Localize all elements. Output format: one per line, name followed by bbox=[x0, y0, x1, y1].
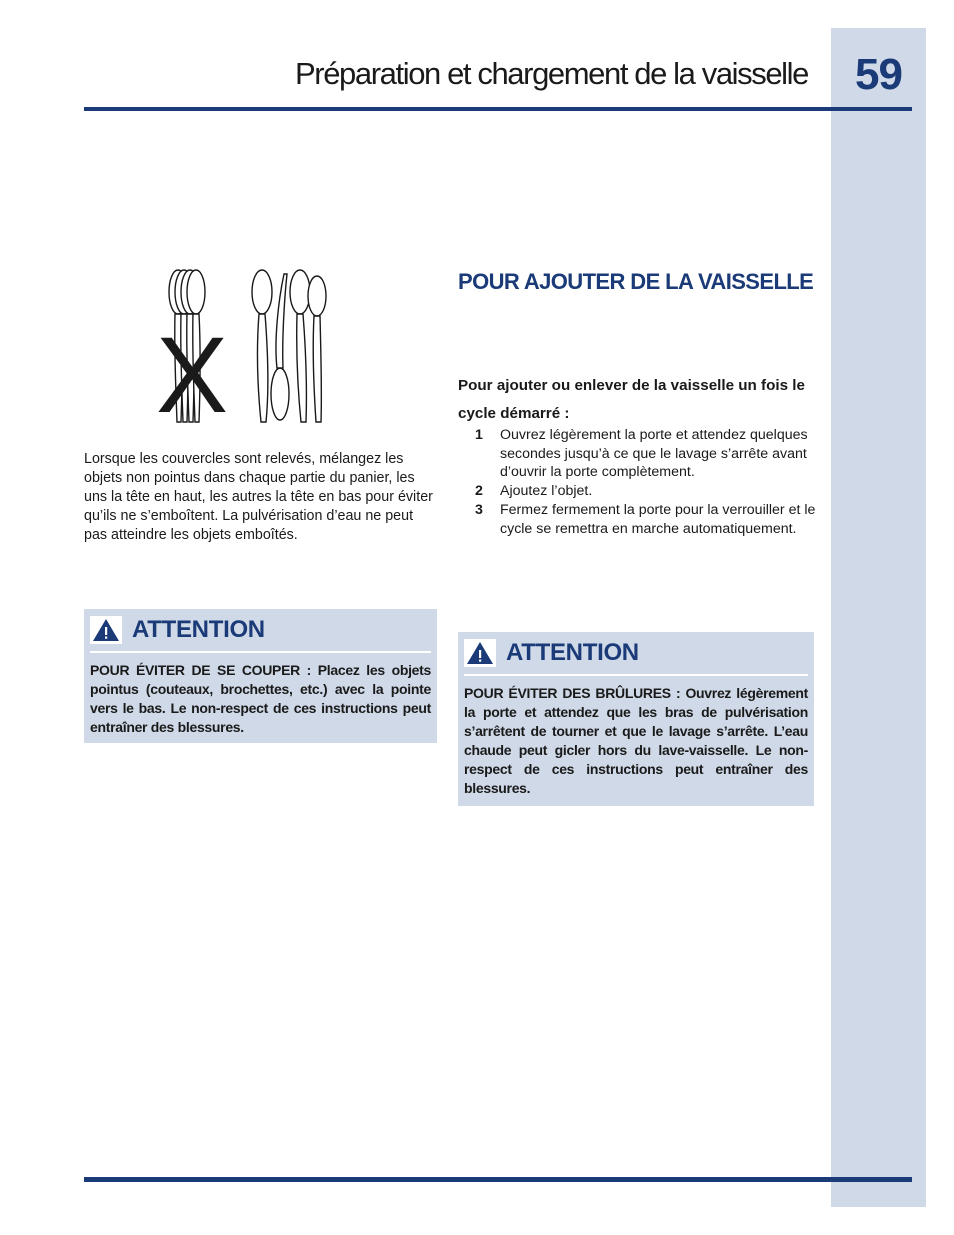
nesting-explanation: Lorsque les couvercles sont relevés, mélangez les objets non pointus dans chaque partie du panier, les uns la tête en haut, les autres la tête en bas pour éviter qu’ils ne s’emboîtent. La pulvérisation d’eau ne peut pas atteindre les objets emboîtés. bbox=[84, 451, 433, 543]
spoon-head-up bbox=[252, 270, 272, 422]
spoon-head-down bbox=[271, 274, 289, 420]
page-number: 59 bbox=[855, 50, 902, 99]
warning-text: POUR ÉVITER DE SE COUPER : Placez les objets pointus (couteaux, brochettes, etc.) avec la pointe vers le bas. Le non-respect de ces instructions peut entraîner des blessures. bbox=[90, 662, 431, 735]
step-text: Ouvrez légèrement la porte et attendez quelques secondes jusqu’à ce que le lavage s’arrête avant d’ouvrir la porte complètement. bbox=[500, 427, 808, 481]
step-number: 1 bbox=[475, 427, 483, 443]
step-number: 2 bbox=[475, 483, 483, 500]
header-rule bbox=[84, 107, 912, 111]
warning-box-cuts bbox=[84, 609, 437, 743]
side-band bbox=[831, 28, 926, 1207]
step-text: Fermez fermement la porte pour la verrouiller et le cycle se remettra en marche automatiquement. bbox=[500, 501, 816, 537]
spoon-head-up bbox=[290, 270, 310, 422]
step-number: 3 bbox=[475, 501, 483, 518]
warning-header bbox=[90, 609, 431, 653]
page-title: Préparation et chargement de la vaisselle bbox=[295, 56, 808, 91]
list-item bbox=[458, 482, 818, 501]
warning-header bbox=[464, 632, 808, 676]
footer-rule bbox=[84, 1177, 912, 1182]
spoon-head-up bbox=[308, 276, 326, 422]
step-text: Ajoutez l’objet. bbox=[500, 483, 593, 500]
warning-box-burns bbox=[458, 632, 814, 806]
steps-list bbox=[458, 426, 818, 538]
section-heading: POUR AJOUTER DE LA VAISSELLE bbox=[458, 269, 814, 294]
warning-triangle-icon bbox=[90, 616, 122, 644]
warning-triangle-icon bbox=[464, 639, 496, 667]
list-item bbox=[458, 501, 818, 538]
spoons-nested-crossed-vs-alternated-icon bbox=[150, 262, 330, 432]
warning-title: ATTENTION bbox=[506, 639, 639, 666]
cross-mark: X bbox=[156, 314, 229, 432]
warning-text: POUR ÉVITER DES BRÛLURES : Ouvrez légèrement la porte et attendez que les bras de pulvérisation s’arrêtent de tourner et que le lavage s’arrête. L’eau chaude peut gicler hors du lave-vaisselle. Le non-respect de ces instructions peut entraîner des blessures. bbox=[464, 685, 808, 796]
section-subheading: Pour ajouter ou enlever de la vaisselle un fois le cycle démarré : bbox=[458, 377, 805, 422]
list-item bbox=[458, 426, 818, 482]
warning-title: ATTENTION bbox=[132, 616, 265, 643]
